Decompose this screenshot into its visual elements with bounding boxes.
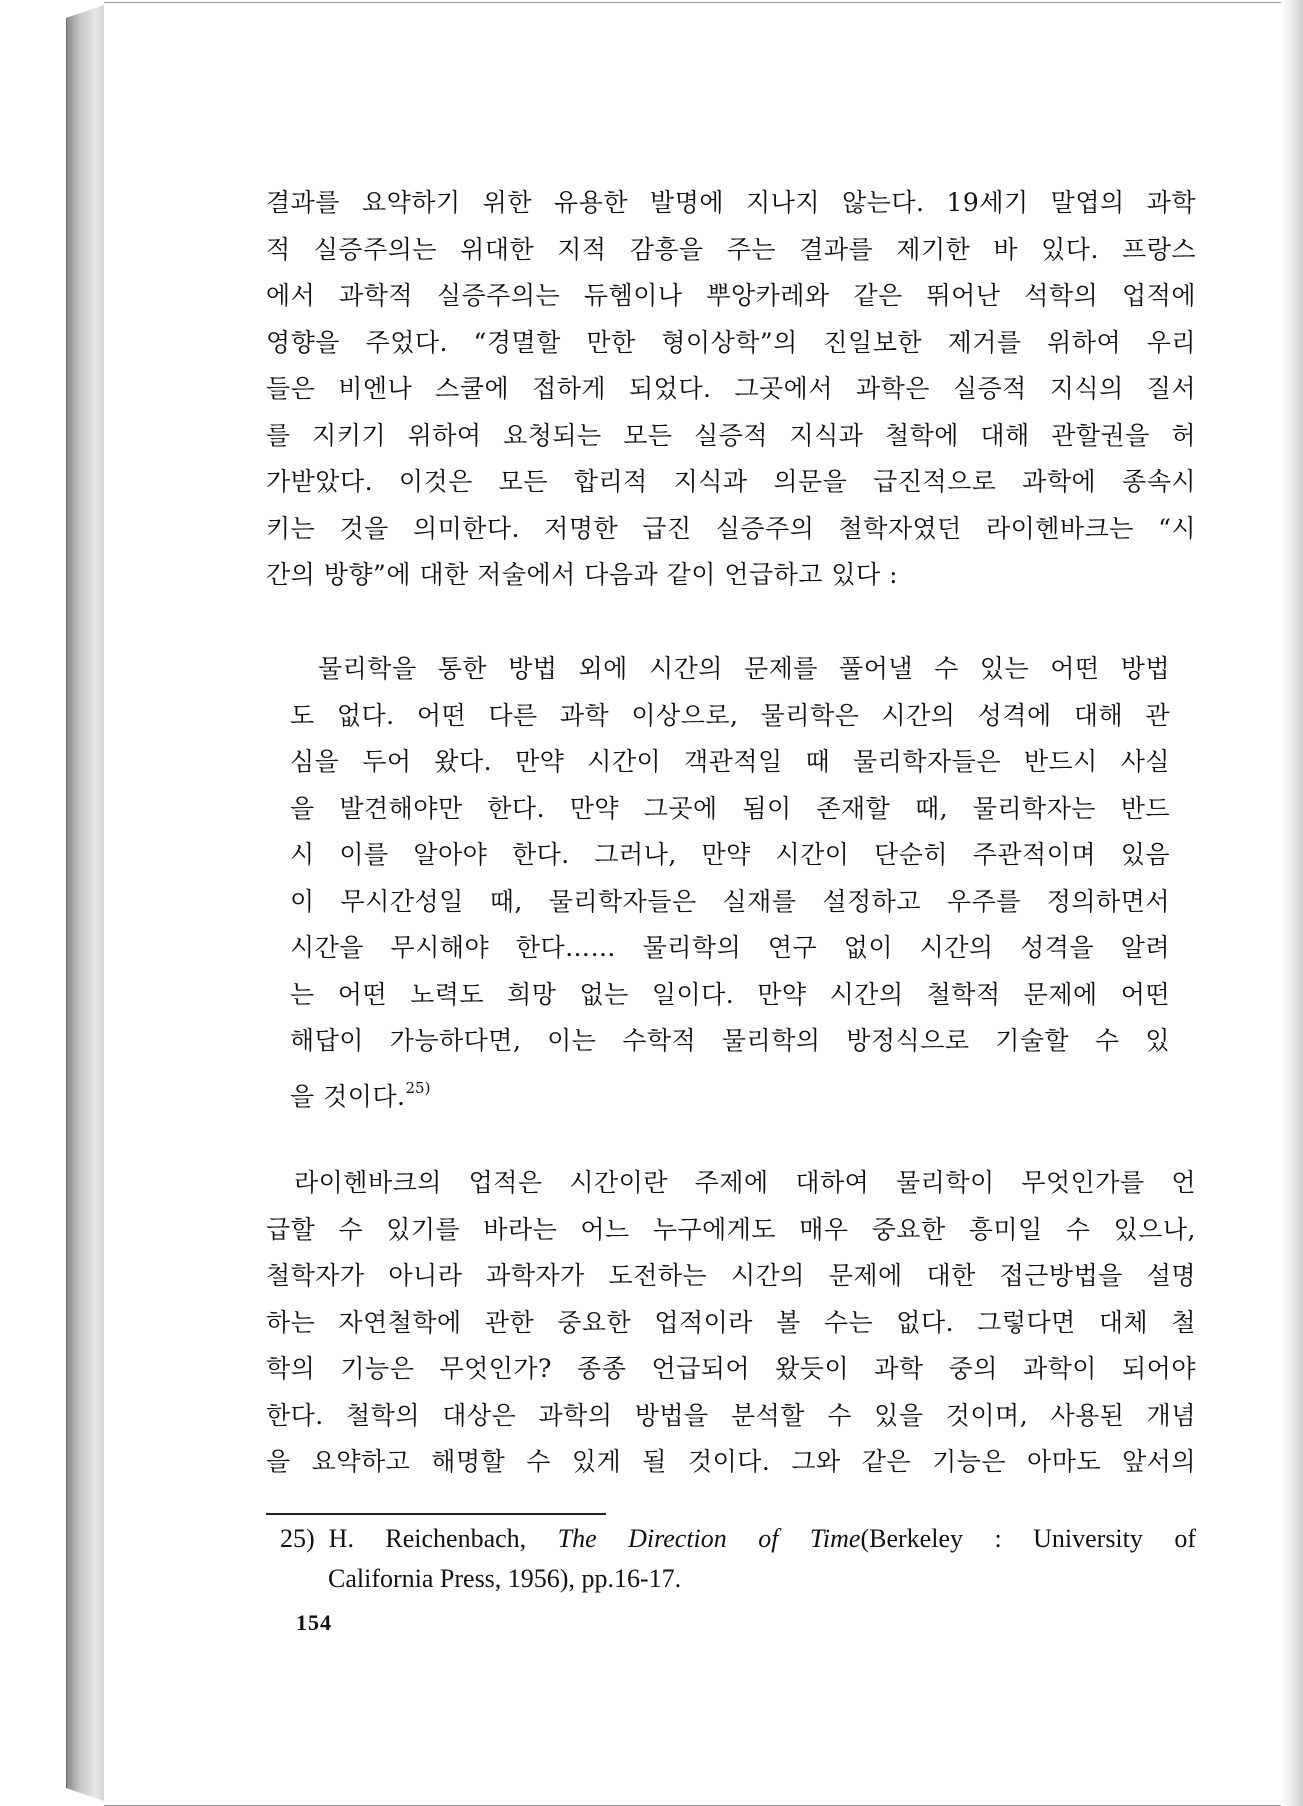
text-line: 철학자가 아니라 과학자가 도전하는 시간의 문제에 대한 접근방법을 설명 bbox=[266, 1261, 1196, 1290]
footnote-reference[interactable]: 25) bbox=[405, 1078, 431, 1097]
text-line: 적 실증주의는 위대한 지적 감흥을 주는 결과를 제기한 바 있다. 프랑스 bbox=[266, 234, 1196, 264]
book-spine bbox=[66, 4, 107, 1802]
quote-line: 심을 두어 왔다. 만약 시간이 객관적일 때 물리학자들은 반드시 사실 bbox=[290, 747, 1170, 776]
block-quote bbox=[290, 646, 1170, 1120]
page-number: 154 bbox=[296, 1610, 332, 1635]
quote-line: 도 없다. 어떤 다른 과학 이상으로, 물리학은 시간의 성격에 대해 관 bbox=[290, 700, 1170, 730]
footnote-number: 25) bbox=[280, 1524, 315, 1553]
footnote-author: H. Reichenbach, bbox=[328, 1524, 527, 1553]
body-paragraph-2 bbox=[266, 1160, 1196, 1486]
text-line: 을 요약하고 해명할 수 있게 될 것이다. 그와 같은 기능은 아마도 앞서의 bbox=[266, 1447, 1196, 1476]
text-line: 를 지키기 위하여 요청되는 모든 실증적 지식과 철학에 대해 관할권을 허 bbox=[266, 420, 1196, 450]
footnote-title: The Direction of Time bbox=[557, 1524, 861, 1553]
text-line: 키는 것을 의미한다. 저명한 급진 실증주의 철학자였던 라이헨바크는 “시 bbox=[266, 513, 1196, 543]
text-line: 학의 기능은 무엇인가? 종종 언급되어 왔듯이 과학 중의 과학이 되어야 bbox=[266, 1354, 1196, 1383]
text-line: 가받았다. 이것은 모든 합리적 지식과 의문을 급진적으로 과학에 종속시 bbox=[266, 467, 1196, 496]
quote-line: 해답이 가능하다면, 이는 수학적 물리학의 방정식으로 기술할 수 있 bbox=[290, 1026, 1170, 1055]
quote-line: 을 발견해야만 한다. 만약 그곳에 됨이 존재할 때, 물리학자는 반드 bbox=[290, 793, 1170, 823]
quote-line: 는 어떤 노력도 희망 없는 일이다. 만약 시간의 철학적 문제에 어떤 bbox=[290, 979, 1170, 1009]
footnote-line: California Press, 1956), pp.16-17. bbox=[328, 1564, 682, 1593]
text-line: 결과를 요약하기 위한 유용한 발명에 지나지 않는다. 19세기 말엽의 과학 bbox=[266, 188, 1196, 217]
text-line: 간의 방향”에 대한 저술에서 다음과 같이 언급하고 있다 : bbox=[266, 560, 899, 589]
text-line: 하는 자연철학에 관한 중요한 업적이라 볼 수는 없다. 그렇다면 대체 철 bbox=[266, 1307, 1196, 1337]
footnote-line bbox=[280, 1513, 1196, 1559]
quote-line: 이 무시간성일 때, 물리학자들은 실재를 설정하고 우주를 정의하면서 bbox=[290, 886, 1170, 916]
text-line: 라이헨바크의 업적은 시간이란 주제에 대하여 물리학이 무엇인가를 언 bbox=[294, 1168, 1196, 1197]
footnote bbox=[280, 1513, 1196, 1599]
text-line: 에서 과학적 실증주의는 듀헴이나 뿌앙카레와 같은 뛰어난 석학의 업적에 bbox=[266, 281, 1196, 310]
paragraph bbox=[266, 180, 1196, 599]
quote-line: 시간을 무시해야 한다…… 물리학의 연구 없이 시간의 성격을 알려 bbox=[290, 933, 1170, 962]
text-line: 한다. 철학의 대상은 과학의 방법을 분석할 수 있을 것이며, 사용된 개념 bbox=[266, 1400, 1196, 1430]
text-line: 급할 수 있기를 바라는 어느 누구에게도 매우 중요한 흥미일 수 있으나, bbox=[266, 1214, 1196, 1244]
quote-line-text: 을 것이다. bbox=[290, 1081, 406, 1111]
body-paragraph-1 bbox=[266, 180, 1196, 599]
quote-line: 물리학을 통한 방법 외에 시간의 문제를 풀어낼 수 있는 어떤 방법 bbox=[318, 654, 1170, 683]
page-edge-shadow bbox=[1281, 0, 1303, 1806]
text-line: 영향을 주었다. “경멸할 만한 형이상학”의 진일보한 제거를 위하여 우리 bbox=[266, 327, 1196, 357]
quote-line-last bbox=[290, 1065, 1170, 1121]
quote-line: 시 이를 알아야 한다. 그러나, 만약 시간이 단순히 주관적이며 있음 bbox=[290, 840, 1170, 869]
text-line: 들은 비엔나 스쿨에 접하게 되었다. 그곳에서 과학은 실증적 지식의 질서 bbox=[266, 374, 1196, 403]
footnote-publisher: (Berkeley : University of bbox=[860, 1524, 1196, 1553]
